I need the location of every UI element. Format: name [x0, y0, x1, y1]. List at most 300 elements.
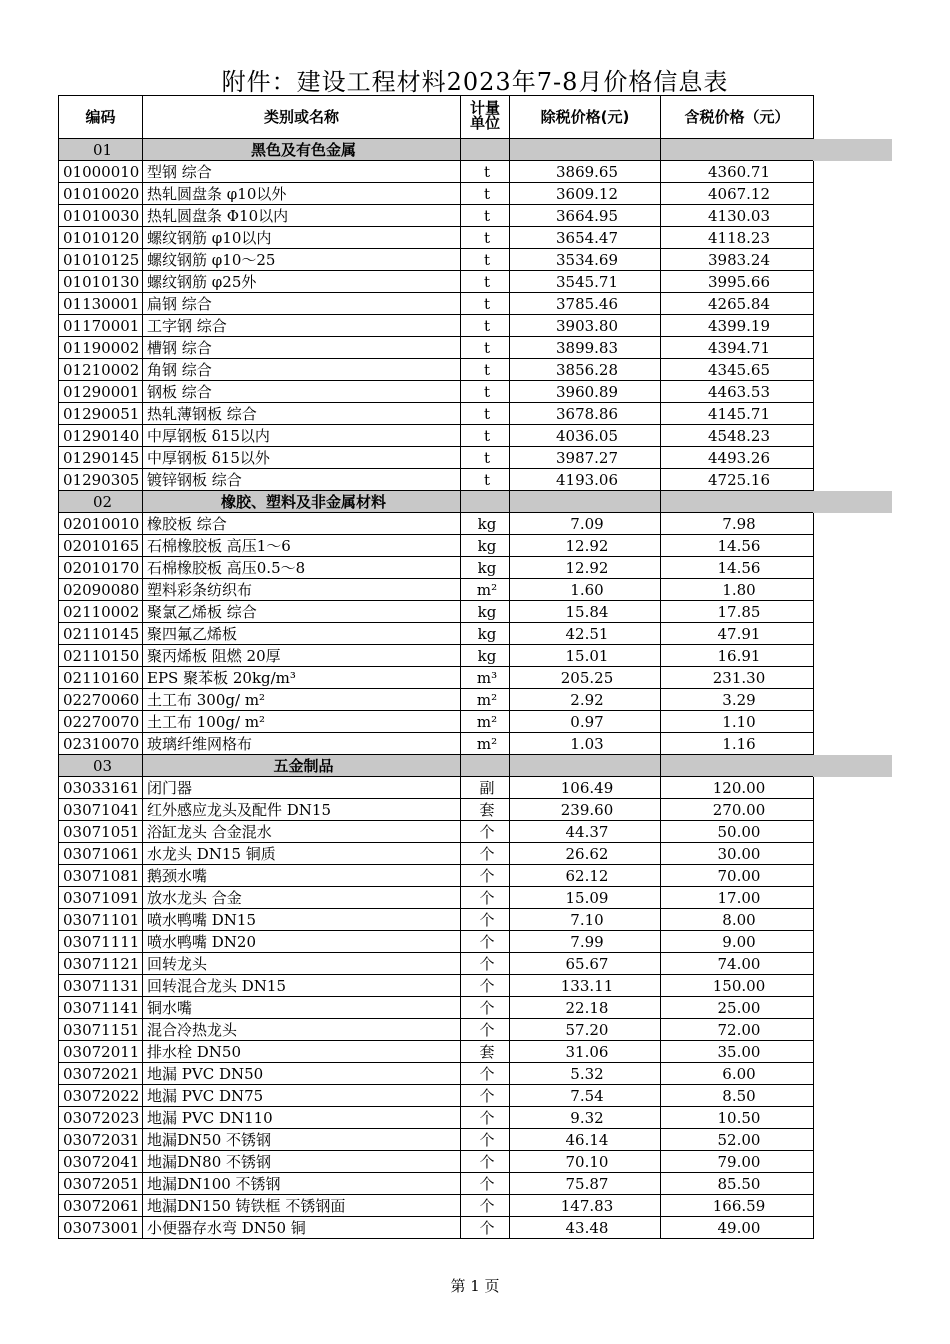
item-code: 03071141	[59, 997, 143, 1019]
item-code: 03071041	[59, 799, 143, 821]
item-price-inc-tax: 1.10	[661, 711, 814, 733]
table-row	[59, 315, 814, 337]
item-unit: 个	[461, 1107, 510, 1129]
item-unit: t	[461, 161, 510, 183]
item-unit: m³	[461, 667, 510, 689]
item-name: 铜水嘴	[143, 997, 461, 1019]
table-row	[59, 843, 814, 865]
table-row	[59, 689, 814, 711]
item-name: 喷水鸭嘴 DN20	[143, 931, 461, 953]
table-row	[59, 1063, 814, 1085]
item-price-ex-tax: 42.51	[510, 623, 661, 645]
item-price-ex-tax: 1.60	[510, 579, 661, 601]
item-unit: 个	[461, 821, 510, 843]
item-code: 01130001	[59, 293, 143, 315]
item-name: 喷水鸭嘴 DN15	[143, 909, 461, 931]
item-unit: 副	[461, 777, 510, 799]
item-name: 热轧圆盘条 Φ10以内	[143, 205, 461, 227]
table-row	[59, 293, 814, 315]
item-code: 03033161	[59, 777, 143, 799]
item-price-inc-tax: 3.29	[661, 689, 814, 711]
item-price-ex-tax: 3960.89	[510, 381, 661, 403]
item-unit: m²	[461, 711, 510, 733]
item-unit: t	[461, 205, 510, 227]
category-empty-cell	[461, 755, 510, 777]
item-unit: 个	[461, 1085, 510, 1107]
item-price-ex-tax: 3856.28	[510, 359, 661, 381]
item-name: 石棉橡胶板 高压0.5～8	[143, 557, 461, 579]
item-unit: t	[461, 337, 510, 359]
item-price-ex-tax: 22.18	[510, 997, 661, 1019]
item-name: 混合冷热龙头	[143, 1019, 461, 1041]
table-row	[59, 777, 814, 799]
item-price-ex-tax: 3987.27	[510, 447, 661, 469]
table-row	[59, 205, 814, 227]
item-price-ex-tax: 12.92	[510, 557, 661, 579]
item-unit: 套	[461, 799, 510, 821]
item-code: 03071081	[59, 865, 143, 887]
item-price-inc-tax: 79.00	[661, 1151, 814, 1173]
item-code: 03072021	[59, 1063, 143, 1085]
item-price-inc-tax: 4118.23	[661, 227, 814, 249]
item-unit: 个	[461, 887, 510, 909]
item-price-inc-tax: 74.00	[661, 953, 814, 975]
item-code: 01010125	[59, 249, 143, 271]
item-unit: 个	[461, 1063, 510, 1085]
item-price-inc-tax: 30.00	[661, 843, 814, 865]
table-row	[59, 733, 814, 755]
item-price-inc-tax: 49.00	[661, 1217, 814, 1239]
item-price-inc-tax: 25.00	[661, 997, 814, 1019]
item-code: 03072022	[59, 1085, 143, 1107]
table-row	[59, 799, 814, 821]
item-code: 01010030	[59, 205, 143, 227]
item-unit: 个	[461, 997, 510, 1019]
table-row	[59, 227, 814, 249]
item-code: 01170001	[59, 315, 143, 337]
table-row	[59, 1129, 814, 1151]
item-price-ex-tax: 3785.46	[510, 293, 661, 315]
item-price-ex-tax: 3903.80	[510, 315, 661, 337]
category-row	[59, 755, 814, 777]
table-row	[59, 535, 814, 557]
table-row	[59, 513, 814, 535]
category-code: 02	[59, 491, 143, 513]
item-code: 03071151	[59, 1019, 143, 1041]
table-row	[59, 183, 814, 205]
category-name: 五金制品	[143, 755, 461, 777]
item-unit: 套	[461, 1041, 510, 1063]
item-price-ex-tax: 106.49	[510, 777, 661, 799]
item-price-ex-tax: 0.97	[510, 711, 661, 733]
item-price-ex-tax: 4036.05	[510, 425, 661, 447]
item-unit: t	[461, 359, 510, 381]
item-price-inc-tax: 4399.19	[661, 315, 814, 337]
item-price-inc-tax: 4493.26	[661, 447, 814, 469]
item-price-ex-tax: 5.32	[510, 1063, 661, 1085]
item-price-inc-tax: 17.85	[661, 601, 814, 623]
category-empty-cell	[661, 491, 814, 513]
item-name: 鹅颈水嘴	[143, 865, 461, 887]
category-name: 橡胶、塑料及非金属材料	[143, 491, 461, 513]
page-title: 附件：建设工程材料2023年7-8月价格信息表	[221, 68, 729, 96]
item-name: 螺纹钢筋 φ10以内	[143, 227, 461, 249]
item-price-ex-tax: 7.54	[510, 1085, 661, 1107]
category-code: 01	[59, 139, 143, 161]
table-row	[59, 887, 814, 909]
item-name: 排水栓 DN50	[143, 1041, 461, 1063]
table-row	[59, 1019, 814, 1041]
item-code: 01010120	[59, 227, 143, 249]
item-code: 01290051	[59, 403, 143, 425]
table-row	[59, 359, 814, 381]
item-unit: t	[461, 425, 510, 447]
item-price-ex-tax: 239.60	[510, 799, 661, 821]
item-price-inc-tax: 8.50	[661, 1085, 814, 1107]
item-unit: 个	[461, 1173, 510, 1195]
header-unit-label: 计量单位	[469, 99, 500, 132]
item-unit: m²	[461, 733, 510, 755]
item-code: 03072023	[59, 1107, 143, 1129]
item-name: 土工布 300g/ m²	[143, 689, 461, 711]
item-code: 03071121	[59, 953, 143, 975]
item-code: 03072051	[59, 1173, 143, 1195]
item-unit: kg	[461, 557, 510, 579]
item-name: 型钢 综合	[143, 161, 461, 183]
item-code: 02110160	[59, 667, 143, 689]
table-row	[59, 557, 814, 579]
table-row	[59, 249, 814, 271]
item-price-ex-tax: 46.14	[510, 1129, 661, 1151]
item-name: 闭门器	[143, 777, 461, 799]
item-unit: kg	[461, 601, 510, 623]
item-price-inc-tax: 10.50	[661, 1107, 814, 1129]
table-row	[59, 953, 814, 975]
item-price-ex-tax: 15.01	[510, 645, 661, 667]
item-unit: t	[461, 249, 510, 271]
item-code: 01290305	[59, 469, 143, 491]
item-code: 02110002	[59, 601, 143, 623]
item-price-ex-tax: 2.92	[510, 689, 661, 711]
item-code: 02270060	[59, 689, 143, 711]
item-price-ex-tax: 31.06	[510, 1041, 661, 1063]
item-code: 01290145	[59, 447, 143, 469]
item-price-ex-tax: 3678.86	[510, 403, 661, 425]
item-code: 02110150	[59, 645, 143, 667]
item-price-ex-tax: 12.92	[510, 535, 661, 557]
category-band-extension	[813, 755, 892, 777]
item-unit: kg	[461, 623, 510, 645]
item-name: 聚四氟乙烯板	[143, 623, 461, 645]
item-name: 地漏 PVC DN110	[143, 1107, 461, 1129]
item-name: 水龙头 DN15 铜质	[143, 843, 461, 865]
item-price-inc-tax: 4725.16	[661, 469, 814, 491]
table-row	[59, 1173, 814, 1195]
item-price-inc-tax: 231.30	[661, 667, 814, 689]
item-price-inc-tax: 14.56	[661, 557, 814, 579]
category-row	[59, 491, 814, 513]
item-price-inc-tax: 4548.23	[661, 425, 814, 447]
item-price-inc-tax: 52.00	[661, 1129, 814, 1151]
item-price-ex-tax: 65.67	[510, 953, 661, 975]
item-price-inc-tax: 3983.24	[661, 249, 814, 271]
item-name: 热轧薄钢板 综合	[143, 403, 461, 425]
item-price-ex-tax: 3869.65	[510, 161, 661, 183]
item-name: 地漏DN100 不锈钢	[143, 1173, 461, 1195]
item-code: 01010020	[59, 183, 143, 205]
table-row	[59, 425, 814, 447]
item-price-inc-tax: 4345.65	[661, 359, 814, 381]
item-price-inc-tax: 70.00	[661, 865, 814, 887]
item-price-ex-tax: 15.09	[510, 887, 661, 909]
category-code: 03	[59, 755, 143, 777]
item-price-ex-tax: 43.48	[510, 1217, 661, 1239]
item-name: 石棉橡胶板 高压1～6	[143, 535, 461, 557]
category-empty-cell	[461, 491, 510, 513]
item-price-ex-tax: 3534.69	[510, 249, 661, 271]
item-price-inc-tax: 72.00	[661, 1019, 814, 1041]
item-code: 03071131	[59, 975, 143, 997]
item-price-inc-tax: 85.50	[661, 1173, 814, 1195]
item-unit: 个	[461, 1151, 510, 1173]
table-row	[59, 1085, 814, 1107]
item-price-ex-tax: 3899.83	[510, 337, 661, 359]
table-row	[59, 579, 814, 601]
item-name: 热轧圆盘条 φ10以外	[143, 183, 461, 205]
item-name: 土工布 100g/ m²	[143, 711, 461, 733]
item-code: 03072031	[59, 1129, 143, 1151]
item-name: 地漏DN50 不锈钢	[143, 1129, 461, 1151]
item-price-inc-tax: 4067.12	[661, 183, 814, 205]
item-unit: 个	[461, 931, 510, 953]
item-name: 红外感应龙头及配件 DN15	[143, 799, 461, 821]
table-row	[59, 975, 814, 997]
item-price-inc-tax: 35.00	[661, 1041, 814, 1063]
item-unit: 个	[461, 1217, 510, 1239]
item-name: 浴缸龙头 合金混水	[143, 821, 461, 843]
table-row	[59, 1217, 814, 1239]
item-name: 聚氯乙烯板 综合	[143, 601, 461, 623]
table-row	[59, 711, 814, 733]
table-row	[59, 931, 814, 953]
item-name: 地漏 PVC DN75	[143, 1085, 461, 1107]
item-price-ex-tax: 9.32	[510, 1107, 661, 1129]
item-unit: kg	[461, 535, 510, 557]
item-price-inc-tax: 17.00	[661, 887, 814, 909]
table-row	[59, 271, 814, 293]
item-code: 03071111	[59, 931, 143, 953]
table-row	[59, 667, 814, 689]
item-name: 塑料彩条纺织布	[143, 579, 461, 601]
item-price-ex-tax: 4193.06	[510, 469, 661, 491]
item-unit: 个	[461, 953, 510, 975]
item-unit: 个	[461, 865, 510, 887]
table-row	[59, 381, 814, 403]
item-code: 01190002	[59, 337, 143, 359]
item-code: 03071061	[59, 843, 143, 865]
item-price-ex-tax: 70.10	[510, 1151, 661, 1173]
item-code: 03073001	[59, 1217, 143, 1239]
item-unit: m²	[461, 579, 510, 601]
page-number: 第 1 页	[450, 1277, 500, 1295]
item-code: 03071051	[59, 821, 143, 843]
item-price-inc-tax: 4360.71	[661, 161, 814, 183]
price-table	[58, 95, 814, 1239]
item-unit: t	[461, 403, 510, 425]
item-price-inc-tax: 4145.71	[661, 403, 814, 425]
item-price-inc-tax: 50.00	[661, 821, 814, 843]
item-unit: 个	[461, 1195, 510, 1217]
item-name: 工字钢 综合	[143, 315, 461, 337]
table-row	[59, 997, 814, 1019]
item-name: 钢板 综合	[143, 381, 461, 403]
category-empty-cell	[661, 755, 814, 777]
item-price-inc-tax: 4463.53	[661, 381, 814, 403]
item-unit: 个	[461, 1019, 510, 1041]
table-row	[59, 161, 814, 183]
category-name: 黑色及有色金属	[143, 139, 461, 161]
item-code: 03072041	[59, 1151, 143, 1173]
item-price-ex-tax: 7.10	[510, 909, 661, 931]
item-unit: t	[461, 183, 510, 205]
item-unit: 个	[461, 843, 510, 865]
item-price-ex-tax: 26.62	[510, 843, 661, 865]
item-price-inc-tax: 16.91	[661, 645, 814, 667]
item-name: 聚丙烯板 阻燃 20厚	[143, 645, 461, 667]
item-price-ex-tax: 44.37	[510, 821, 661, 843]
item-unit: kg	[461, 645, 510, 667]
item-name: 槽钢 综合	[143, 337, 461, 359]
item-price-inc-tax: 47.91	[661, 623, 814, 645]
header-price-inc-tax: 含税价格（元）	[661, 96, 814, 139]
item-price-inc-tax: 9.00	[661, 931, 814, 953]
item-name: 扁钢 综合	[143, 293, 461, 315]
category-empty-cell	[510, 755, 661, 777]
header-name: 类别或名称	[143, 96, 461, 139]
item-name: 放水龙头 合金	[143, 887, 461, 909]
item-unit: t	[461, 271, 510, 293]
item-price-inc-tax: 4130.03	[661, 205, 814, 227]
item-code: 03071101	[59, 909, 143, 931]
item-code: 02090080	[59, 579, 143, 601]
table-row	[59, 1195, 814, 1217]
item-name: 角钢 综合	[143, 359, 461, 381]
item-price-ex-tax: 147.83	[510, 1195, 661, 1217]
table-row	[59, 623, 814, 645]
item-unit: t	[461, 315, 510, 337]
table-row	[59, 645, 814, 667]
item-price-ex-tax: 57.20	[510, 1019, 661, 1041]
item-name: 回转龙头	[143, 953, 461, 975]
category-empty-cell	[510, 491, 661, 513]
item-unit: t	[461, 469, 510, 491]
item-code: 03072011	[59, 1041, 143, 1063]
category-band-extension	[813, 491, 892, 513]
item-unit: t	[461, 381, 510, 403]
table-row	[59, 865, 814, 887]
category-row	[59, 139, 814, 161]
item-code: 02010170	[59, 557, 143, 579]
item-unit: kg	[461, 513, 510, 535]
item-code: 02270070	[59, 711, 143, 733]
item-price-ex-tax: 75.87	[510, 1173, 661, 1195]
item-code: 01290001	[59, 381, 143, 403]
item-name: 地漏 PVC DN50	[143, 1063, 461, 1085]
item-code: 01000010	[59, 161, 143, 183]
item-code: 03072061	[59, 1195, 143, 1217]
item-price-ex-tax: 3609.12	[510, 183, 661, 205]
item-name: EPS 聚苯板 20kg/m³	[143, 667, 461, 689]
item-price-inc-tax: 14.56	[661, 535, 814, 557]
category-empty-cell	[661, 139, 814, 161]
item-price-inc-tax: 166.59	[661, 1195, 814, 1217]
item-price-inc-tax: 1.16	[661, 733, 814, 755]
item-name: 中厚钢板 δ15以内	[143, 425, 461, 447]
item-name: 玻璃纤维网格布	[143, 733, 461, 755]
item-price-ex-tax: 3664.95	[510, 205, 661, 227]
table-row	[59, 337, 814, 359]
item-price-ex-tax: 205.25	[510, 667, 661, 689]
table-row	[59, 1151, 814, 1173]
item-price-inc-tax: 7.98	[661, 513, 814, 535]
header-code: 编码	[59, 96, 143, 139]
table-row	[59, 447, 814, 469]
category-empty-cell	[510, 139, 661, 161]
item-name: 小便器存水弯 DN50 铜	[143, 1217, 461, 1239]
item-price-ex-tax: 62.12	[510, 865, 661, 887]
item-price-inc-tax: 3995.66	[661, 271, 814, 293]
item-price-inc-tax: 1.80	[661, 579, 814, 601]
table-row	[59, 403, 814, 425]
item-code: 02110145	[59, 623, 143, 645]
item-name: 中厚钢板 δ15以外	[143, 447, 461, 469]
item-unit: m²	[461, 689, 510, 711]
item-code: 03071091	[59, 887, 143, 909]
item-name: 螺纹钢筋 φ10～25	[143, 249, 461, 271]
item-unit: t	[461, 447, 510, 469]
item-price-inc-tax: 4394.71	[661, 337, 814, 359]
item-price-ex-tax: 1.03	[510, 733, 661, 755]
item-code: 02010165	[59, 535, 143, 557]
item-name: 回转混合龙头 DN15	[143, 975, 461, 997]
item-unit: 个	[461, 909, 510, 931]
item-unit: 个	[461, 975, 510, 997]
item-price-ex-tax: 3654.47	[510, 227, 661, 249]
item-unit: t	[461, 227, 510, 249]
header-price-ex-tax: 除税价格(元)	[510, 96, 661, 139]
item-name: 地漏DN80 不锈钢	[143, 1151, 461, 1173]
item-price-inc-tax: 8.00	[661, 909, 814, 931]
item-code: 01010130	[59, 271, 143, 293]
item-name: 镀锌钢板 综合	[143, 469, 461, 491]
table-row	[59, 601, 814, 623]
header-unit	[461, 96, 510, 139]
table-row	[59, 1041, 814, 1063]
item-code: 02010010	[59, 513, 143, 535]
table-row	[59, 1107, 814, 1129]
item-code: 01210002	[59, 359, 143, 381]
item-price-ex-tax: 133.11	[510, 975, 661, 997]
table-row	[59, 909, 814, 931]
item-name: 地漏DN150 铸铁框 不锈钢面	[143, 1195, 461, 1217]
category-band-extension	[813, 139, 892, 161]
item-unit: 个	[461, 1129, 510, 1151]
item-name: 螺纹钢筋 φ25外	[143, 271, 461, 293]
item-price-ex-tax: 7.99	[510, 931, 661, 953]
item-price-ex-tax: 15.84	[510, 601, 661, 623]
table-header-row	[59, 96, 814, 139]
item-price-inc-tax: 4265.84	[661, 293, 814, 315]
